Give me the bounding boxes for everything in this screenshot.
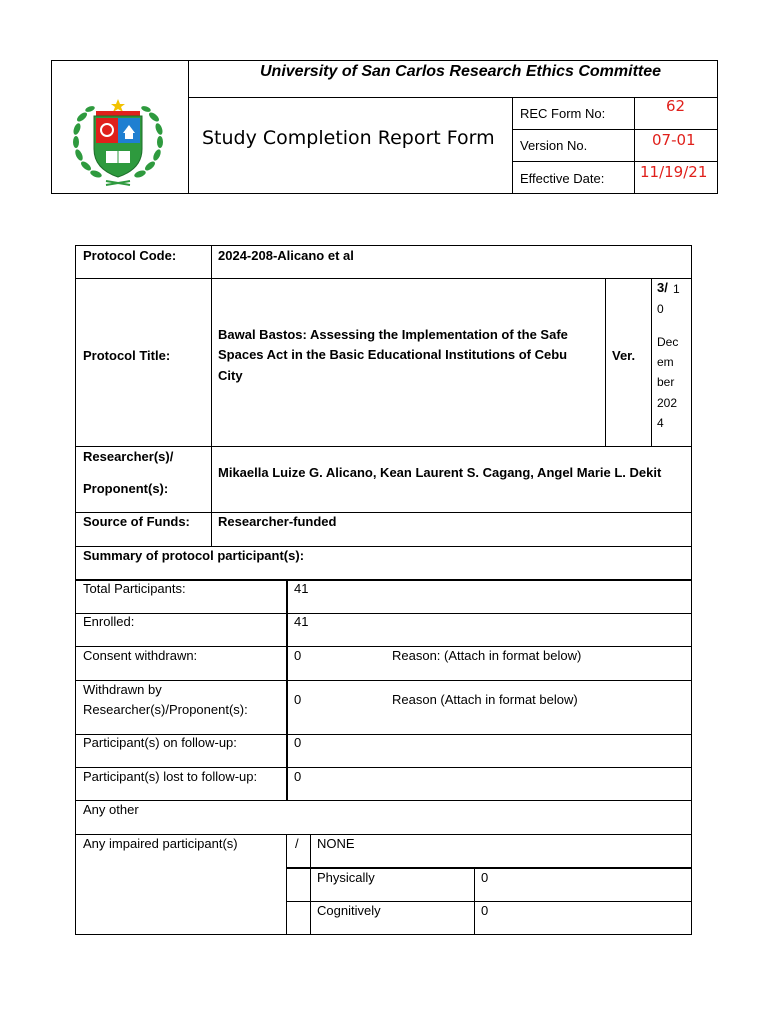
header-divider <box>512 97 513 194</box>
lost-follow-up-value: 0 <box>294 769 302 784</box>
column-divider <box>310 834 311 935</box>
impaired-mark: / <box>295 836 299 851</box>
on-follow-up-label: Participant(s) on follow-up: <box>83 735 237 750</box>
rec-form-value: 62 <box>666 97 686 115</box>
protocol-version-date: 4 <box>657 416 664 430</box>
column-divider <box>474 867 475 935</box>
rec-form-label: REC Form No: <box>520 106 606 121</box>
lost-follow-up-label: Participant(s) lost to follow-up: <box>83 769 258 784</box>
version-label: Version No. <box>520 138 588 153</box>
protocol-title-label: Protocol Title: <box>83 348 171 363</box>
any-other-label: Any other <box>83 802 139 817</box>
consent-withdrawn-value: 0 <box>294 648 302 663</box>
header-divider <box>634 97 635 194</box>
version-short-label: Ver. <box>612 348 636 363</box>
row-divider <box>75 613 692 614</box>
header-divider <box>512 129 718 130</box>
on-follow-up-value: 0 <box>294 735 302 750</box>
summary-label: Summary of protocol participant(s): <box>83 548 305 563</box>
funds-label: Source of Funds: <box>83 514 190 529</box>
cognitively-value: 0 <box>481 903 489 918</box>
consent-withdrawn-reason: Reason: (Attach in format below) <box>392 648 582 663</box>
consent-withdrawn-label: Consent withdrawn: <box>83 648 198 663</box>
total-participants-value: 41 <box>294 581 309 596</box>
header-box <box>51 60 718 194</box>
enrolled-label: Enrolled: <box>83 614 135 629</box>
form-title: Study Completion Report Form <box>202 127 495 149</box>
protocol-version-value: 3/ <box>657 280 668 295</box>
protocol-title-line: Spaces Act in the Basic Educational Institutions of Cebu <box>218 347 568 362</box>
column-divider <box>651 278 652 447</box>
withdrawn-by-label: Researcher(s)/Proponent(s): <box>83 702 248 717</box>
protocol-version-date: 202 <box>657 396 678 410</box>
protocol-version-value: 0 <box>657 302 664 316</box>
column-divider <box>605 278 606 447</box>
researcher-value: Mikaella Luize G. Alicano, Kean Laurent S. Cagang, Angel Marie L. Dekit <box>218 465 662 480</box>
withdrawn-by-value: 0 <box>294 692 302 707</box>
protocol-version-date: Dec <box>657 335 679 349</box>
protocol-version-date: em <box>657 355 674 369</box>
committee-title: University of San Carlos Research Ethics Committee <box>260 63 662 80</box>
funds-value: Researcher-funded <box>218 514 337 529</box>
withdrawn-by-reason: Reason (Attach in format below) <box>392 692 578 707</box>
physically-value: 0 <box>481 870 489 885</box>
header-divider <box>512 161 718 162</box>
header-divider <box>188 97 718 98</box>
university-seal-icon <box>68 97 168 189</box>
column-divider <box>691 800 692 835</box>
protocol-code-label: Protocol Code: <box>83 248 177 263</box>
column-divider <box>286 834 287 935</box>
protocol-version-date: ber <box>657 375 675 389</box>
effective-date-label: Effective Date: <box>520 171 605 186</box>
effective-date-value: 11/19/21 <box>640 163 708 181</box>
researcher-label: Proponent(s): <box>83 481 169 496</box>
protocol-version-value: 1 <box>673 282 680 296</box>
cognitively-label: Cognitively <box>317 903 381 918</box>
total-participants-label: Total Participants: <box>83 581 186 596</box>
protocol-title-line: Bawal Bastos: Assessing the Implementation of the Safe <box>218 327 568 342</box>
physically-label: Physically <box>317 870 375 885</box>
impaired-label: Any impaired participant(s) <box>83 836 238 851</box>
researcher-label: Researcher(s)/ <box>83 449 174 464</box>
withdrawn-by-label: Withdrawn by <box>83 682 162 697</box>
enrolled-value: 41 <box>294 614 309 629</box>
none-label: NONE <box>317 836 355 851</box>
protocol-code-value: 2024-208-Alicano et al <box>218 248 354 263</box>
header-divider <box>188 61 189 194</box>
row-divider <box>75 680 692 681</box>
protocol-title-line: City <box>218 368 243 383</box>
version-value: 07-01 <box>652 131 696 149</box>
column-divider <box>75 800 76 835</box>
